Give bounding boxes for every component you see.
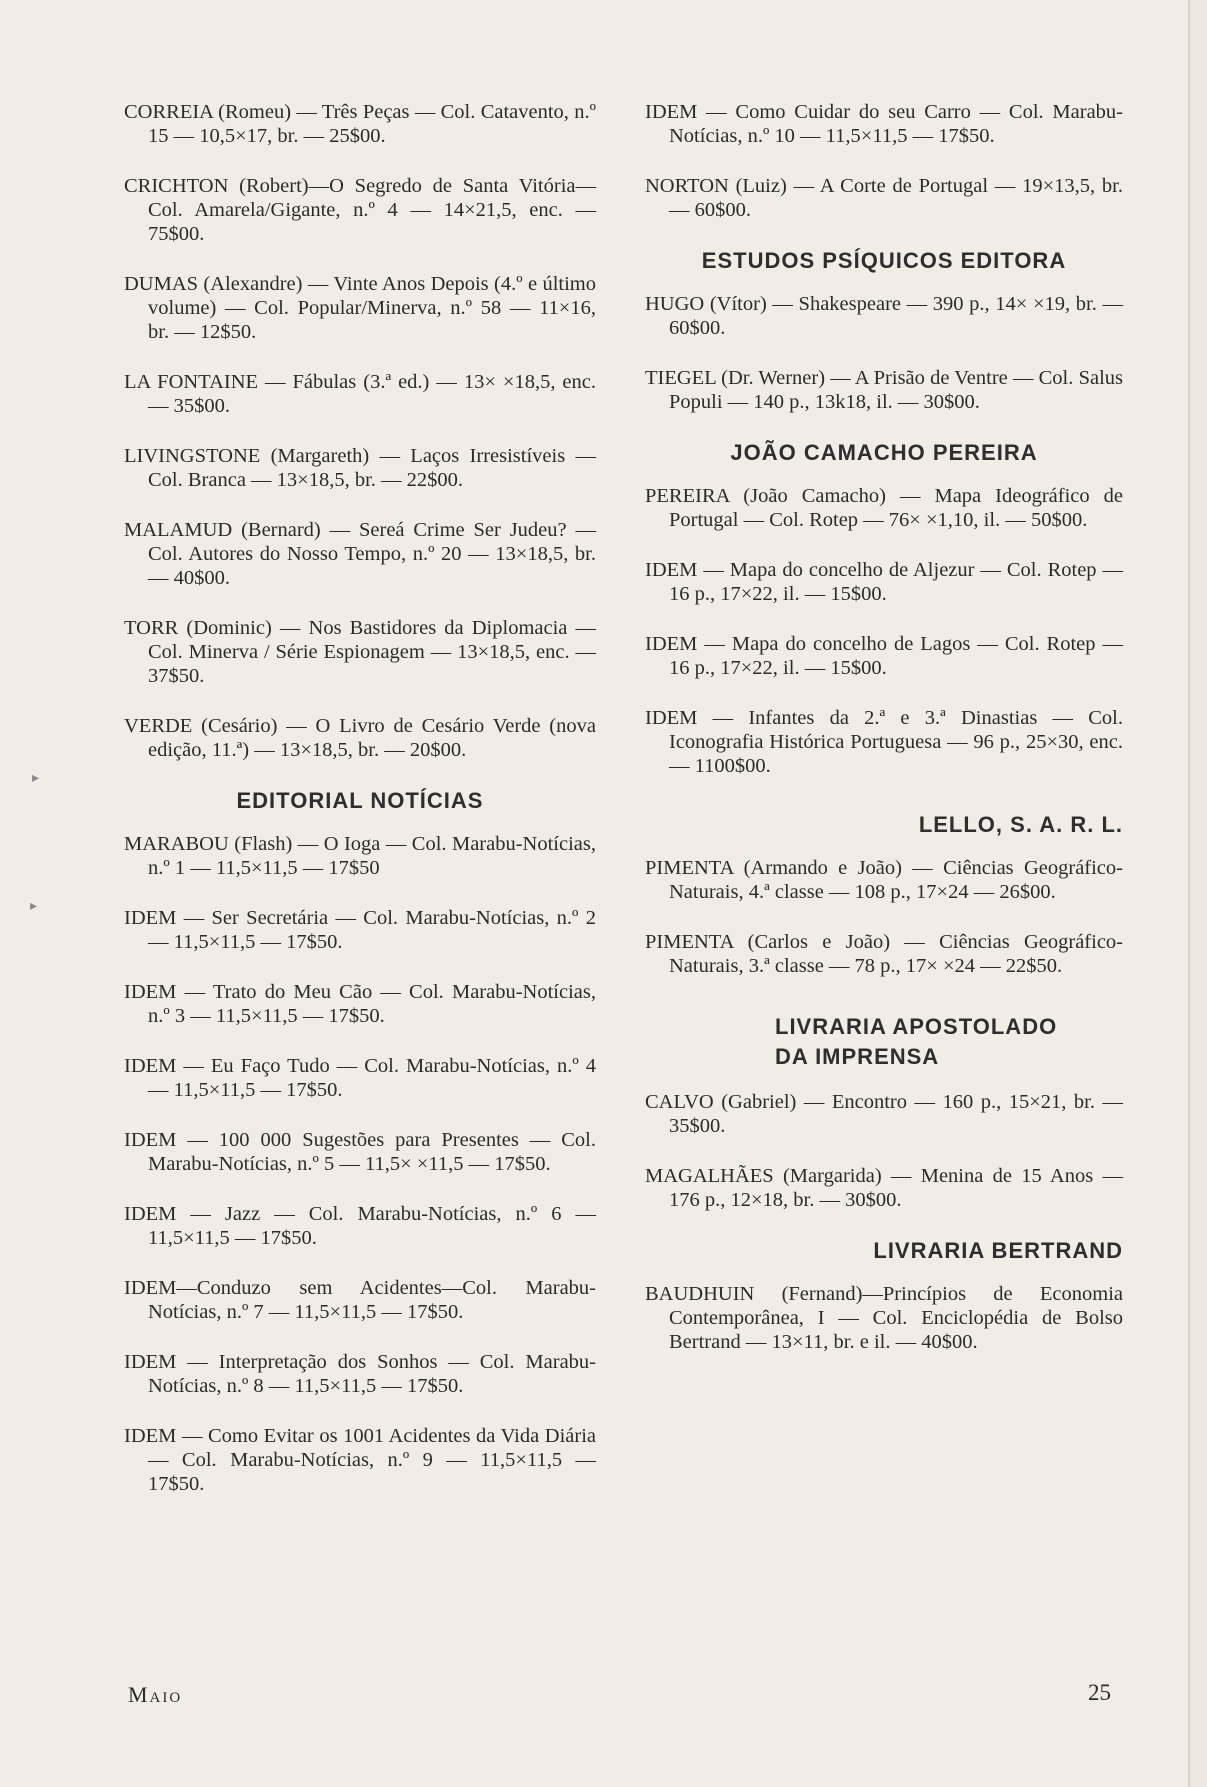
margin-mark: ▸	[30, 899, 38, 914]
catalog-entry: MALAMUD (Bernard) — Sereá Crime Ser Judeu? — Col. Autores do Nosso Tempo, n.º 20 — 13×18,5, br. — 40$00.	[124, 519, 596, 589]
publisher-heading: ESTUDOS PSÍQUICOS EDITORA	[701, 248, 1067, 273]
catalog-entry: PIMENTA (Carlos e João) — Ciências Geográfico-Naturais, 3.ª classe — 78 p., 17× ×24 — 22$50.	[645, 931, 1123, 977]
catalog-entry: NORTON (Luiz) — A Corte de Portugal — 19×13,5, br. — 60$00.	[645, 175, 1123, 221]
catalog-entry: HUGO (Vítor) — Shakespeare — 390 p., 14× ×19, br. — 60$00.	[645, 293, 1123, 339]
catalog-entry: IDEM — Eu Faço Tudo — Col. Marabu-Notícias, n.º 4 — 11,5×11,5 — 17$50.	[124, 1055, 596, 1101]
catalog-entry: PIMENTA (Armando e João) — Ciências Geográfico-Naturais, 4.ª classe — 108 p., 17×24 — 26$00.	[645, 857, 1123, 903]
catalog-entry: IDEM — Interpretação dos Sonhos — Col. Marabu-Notícias, n.º 8 — 11,5×11,5 — 17$50.	[124, 1351, 596, 1397]
publisher-heading: JOÃO CAMACHO PEREIRA	[730, 440, 1038, 465]
catalog-entry: TIEGEL (Dr. Werner) — A Prisão de Ventre — Col. Salus Populi — 140 p., 13k18, il. — 30$00.	[645, 367, 1123, 413]
catalog-entry: MAGALHÃES (Margarida) — Menina de 15 Anos — 176 p., 12×18, br. — 30$00.	[645, 1165, 1123, 1211]
catalog-entry: PEREIRA (João Camacho) — Mapa Ideográfico de Portugal — Col. Rotep — 76× ×1,10, il. — 50$00.	[645, 485, 1123, 531]
catalog-entry: IDEM — 100 000 Sugestões para Presentes — Col. Marabu-Notícias, n.º 5 — 11,5× ×11,5 — 17$50.	[124, 1129, 596, 1175]
catalog-entry: TORR (Dominic) — Nos Bastidores da Diplomacia — Col. Minerva / Série Espionagem — 13×18,5, enc. — 37$50.	[124, 617, 596, 687]
catalog-entry: CRICHTON (Robert)—O Segredo de Santa Vitória—Col. Amarela/Gigante, n.º 4 — 14×21,5, enc. — 75$00.	[124, 175, 596, 245]
catalog-entry: IDEM — Jazz — Col. Marabu-Notícias, n.º 6 — 11,5×11,5 — 17$50.	[124, 1203, 596, 1249]
catalog-entry: IDEM — Como Evitar os 1001 Acidentes da Vida Diária — Col. Marabu-Notícias, n.º 9 — 11,5×11,5 — 17$50.	[124, 1425, 596, 1495]
publisher-heading-line: DA IMPRENSA	[775, 1044, 940, 1069]
catalog-entry: IDEM — Trato do Meu Cão — Col. Marabu-Notícias, n.º 3 — 11,5×11,5 — 17$50.	[124, 981, 596, 1027]
catalog-entry: CORREIA (Romeu) — Três Peças — Col. Catavento, n.º 15 — 10,5×17, br. — 25$00.	[124, 101, 596, 147]
publisher-heading: EDITORIAL NOTÍCIAS	[236, 788, 484, 813]
footer-month: Maio	[128, 1682, 183, 1707]
page-number: 25	[1088, 1680, 1111, 1705]
left-column	[124, 100, 596, 1522]
catalog-entry: IDEM — Infantes da 2.ª e 3.ª Dinastias — Col. Iconografia Histórica Portuguesa — 96 p., 25×30, enc. — 1100$00.	[645, 707, 1123, 777]
catalog-entry: CALVO (Gabriel) — Encontro — 160 p., 15×21, br. — 35$00.	[645, 1091, 1123, 1137]
margin-mark: ▸	[32, 771, 40, 786]
catalog-entry: LIVINGSTONE (Margareth) — Laços Irresistíveis — Col. Branca — 13×18,5, br. — 22$00.	[124, 445, 596, 491]
catalog-entry: IDEM — Ser Secretária — Col. Marabu-Notícias, n.º 2 — 11,5×11,5 — 17$50.	[124, 907, 596, 953]
catalog-entry: LA FONTAINE — Fábulas (3.ª ed.) — 13× ×18,5, enc. — 35$00.	[124, 371, 596, 417]
catalog-entry: IDEM — Mapa do concelho de Aljezur — Col. Rotep — 16 p., 17×22, il. — 15$00.	[645, 559, 1123, 605]
catalog-entry: BAUDHUIN (Fernand)—Princípios de Economia Contemporânea, I — Col. Enciclopédia de Bolso Bertrand — 13×11, br. e il. — 40$00.	[645, 1283, 1123, 1353]
catalog-entry: IDEM — Mapa do concelho de Lagos — Col. Rotep — 16 p., 17×22, il. — 15$00.	[645, 633, 1123, 679]
catalog-entry: DUMAS (Alexandre) — Vinte Anos Depois (4.º e último volume) — Col. Popular/Minerva, n.º 58 — 11×16, br. — 12$50.	[124, 273, 596, 343]
right-column	[645, 100, 1123, 1380]
publisher-heading: LELLO, S. A. R. L.	[918, 812, 1123, 837]
publisher-heading: LIVRARIA BERTRAND	[873, 1238, 1123, 1263]
catalog-entry: VERDE (Cesário) — O Livro de Cesário Verde (nova edição, 11.ª) — 13×18,5, br. — 20$00.	[124, 715, 596, 761]
publisher-heading-line: LIVRARIA APOSTOLADO	[775, 1014, 1058, 1039]
catalog-entry: IDEM—Conduzo sem Acidentes—Col. Marabu-Notícias, n.º 7 — 11,5×11,5 — 17$50.	[124, 1277, 596, 1323]
publisher-heading	[645, 1012, 1123, 1072]
catalog-entry: MARABOU (Flash) — O Ioga — Col. Marabu-Notícias, n.º 1 — 11,5×11,5 — 17$50	[124, 833, 596, 879]
catalog-entry: IDEM — Como Cuidar do seu Carro — Col. Marabu-Notícias, n.º 10 — 11,5×11,5 — 17$50.	[645, 101, 1123, 147]
